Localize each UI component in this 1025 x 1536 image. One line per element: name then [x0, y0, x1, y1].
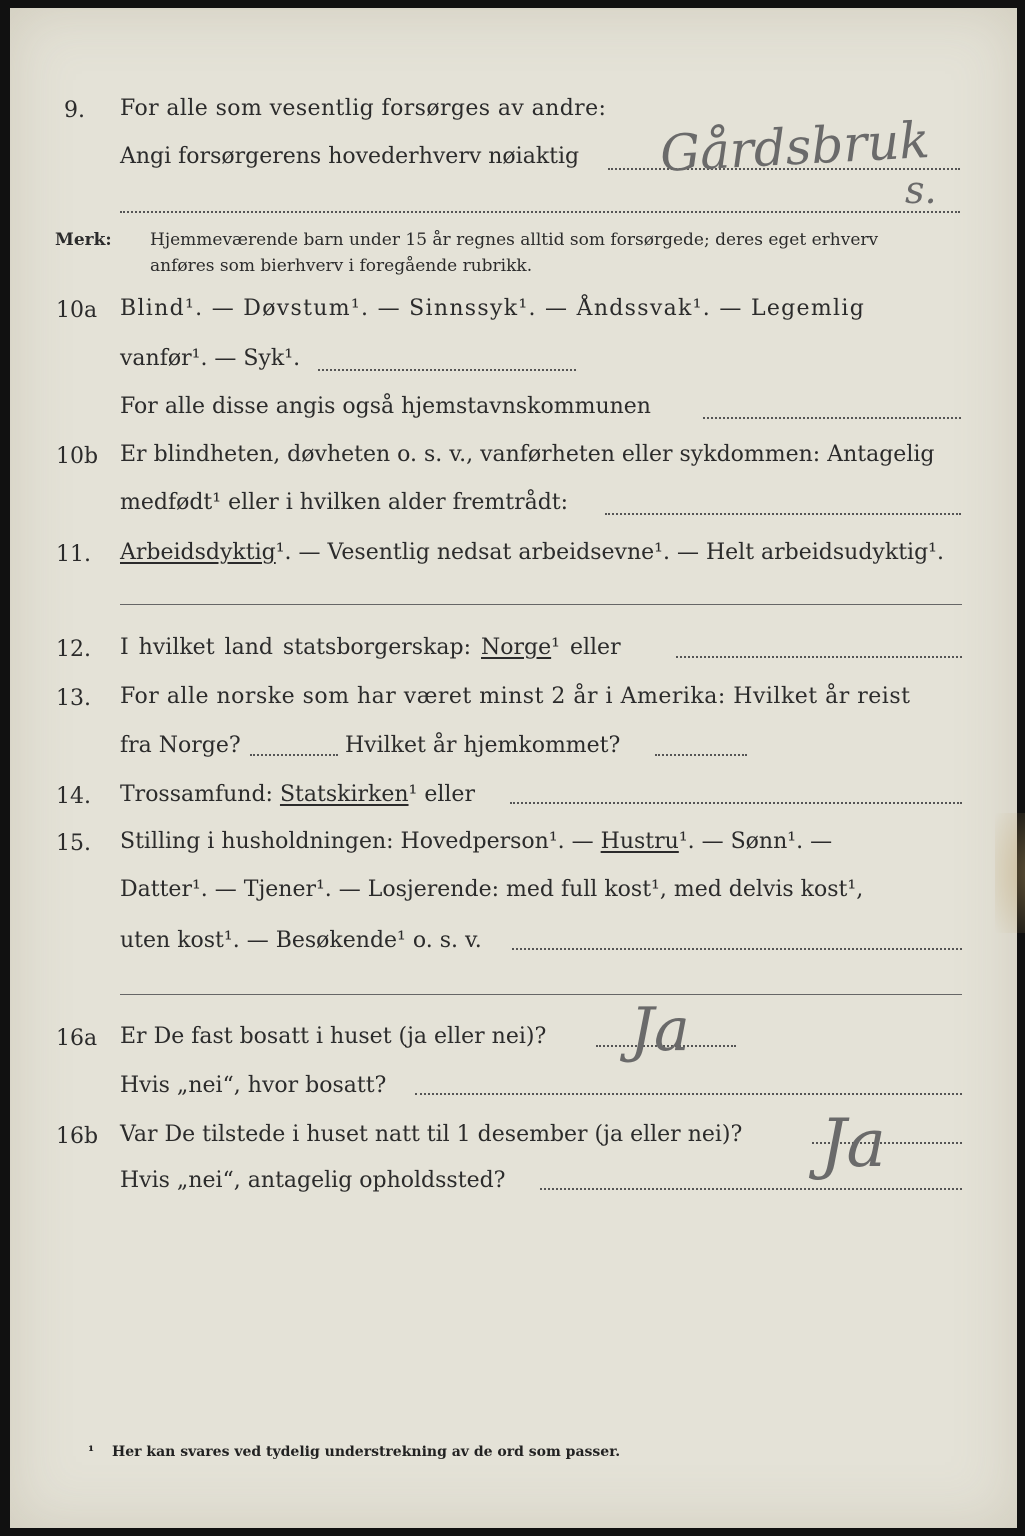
q9-line1: For alle som vesentlig forsørges av andre: — [120, 96, 607, 121]
q11-options — [120, 542, 944, 564]
q16a-handwritten-answer: Ja — [630, 995, 690, 1065]
q11-number: 11. — [56, 542, 91, 567]
paper-stain — [995, 813, 1025, 933]
q16b-line1: Var De tilstede i huset natt til 1 desember (ja eller nei)? — [120, 1122, 743, 1147]
q12-post: ¹ eller — [551, 635, 621, 660]
q12-text — [120, 637, 621, 659]
q12-pre: I hvilket land statsborgerskap: — [120, 635, 472, 660]
q12-answer-line — [676, 656, 962, 658]
q14-post: ¹ eller — [408, 782, 475, 807]
q14-number: 14. — [56, 784, 91, 809]
q15-line1a: Stilling i husholdningen: Hovedperson¹. — — [120, 829, 594, 854]
q11-rest: ¹. — Vesentlig nedsat arbeidsevne¹. — Helt arbeidsudyktig¹. — [275, 540, 944, 565]
merk-line1: Hjemmeværende barn under 15 år regnes alltid som forsørgede; deres eget erhverv — [150, 230, 879, 250]
q9-number: 9. — [64, 98, 85, 123]
q15-number: 15. — [56, 831, 91, 856]
footnote-text: Her kan svares ved tydelig understrekning av de ord som passer. — [112, 1444, 621, 1460]
q13-line2a: fra Norge? — [120, 733, 241, 758]
q16a-bosatt-line — [415, 1093, 962, 1095]
q13-hjemkommet-line — [655, 754, 747, 756]
q9-second-answer-line — [120, 211, 960, 213]
q10b-line1: Er blindheten, døvheten o. s. v., vanførheten eller sykdommen: Antagelig — [120, 442, 935, 467]
q16a-line2: Hvis „nei“, hvor bosatt? — [120, 1073, 387, 1098]
q15-line1b: ¹. — Sønn¹. — — [678, 829, 833, 854]
q15-selected-option: Hustru — [600, 829, 679, 854]
q15-answer-line — [512, 948, 962, 950]
q9-line2: Angi forsørgerens hovederhverv nøiaktig — [120, 144, 580, 169]
q15-line2: Datter¹. — Tjener¹. — Losjerende: med full kost¹, med delvis kost¹, — [120, 877, 864, 902]
q16b-line2: Hvis „nei“, antagelig opholdssted? — [120, 1168, 506, 1193]
footnote-mark: ¹ — [88, 1444, 95, 1460]
merk-line2: anføres som bierhverv i foregående rubrikk. — [150, 256, 533, 276]
q16a-number: 16a — [56, 1026, 98, 1051]
q9-handwritten-answer-suffix: s. — [905, 168, 937, 212]
q14-pre: Trossamfund: — [120, 782, 273, 807]
q16a-line1: Er De fast bosatt i huset (ja eller nei)? — [120, 1024, 547, 1049]
q12-number: 12. — [56, 637, 91, 662]
merk-label: Merk: — [55, 230, 112, 250]
q16b-handwritten-answer: Ja — [820, 1105, 886, 1182]
q15-line1 — [120, 831, 832, 853]
q11-selected-option: Arbeidsdyktig — [120, 540, 276, 565]
q13-line2b: Hvilket år hjemkommet? — [345, 733, 621, 758]
q15-line3: uten kost¹. — Besøkende¹ o. s. v. — [120, 928, 482, 953]
q16b-opholdssted-line — [540, 1188, 962, 1190]
q14-selected-option: Statskirken — [279, 782, 409, 807]
q10a-line3: For alle disse angis også hjemstavnskommunen — [120, 394, 651, 419]
q12-selected-option: Norge — [481, 635, 552, 660]
q13-line1: For alle norske som har været minst 2 år i Amerika: Hvilket år reist — [120, 684, 911, 709]
q15-second-answer-line — [120, 994, 962, 995]
q10a-number: 10a — [56, 298, 98, 323]
q10b-number: 10b — [56, 444, 99, 469]
q13-number: 13. — [56, 686, 91, 711]
q10b-answer-line — [605, 513, 961, 515]
q14-answer-line — [510, 802, 962, 804]
q16b-number: 16b — [56, 1124, 99, 1149]
q14-text — [120, 784, 475, 806]
q10a-hjemstavn-line — [703, 417, 961, 419]
q10a-line1: Blind¹. — Døvstum¹. — Sinnssyk¹. — Åndssvak¹. — Legemlig — [120, 296, 866, 321]
q10a-line2: vanfør¹. — Syk¹. — [120, 346, 301, 371]
q10a-answer-line — [318, 369, 576, 371]
q11-answer-line — [120, 604, 962, 605]
q9-handwritten-answer: Gårdsbruk — [658, 110, 932, 184]
q13-reist-line — [250, 754, 338, 756]
q10b-line2: medfødt¹ eller i hvilken alder fremtrådt: — [120, 490, 569, 515]
